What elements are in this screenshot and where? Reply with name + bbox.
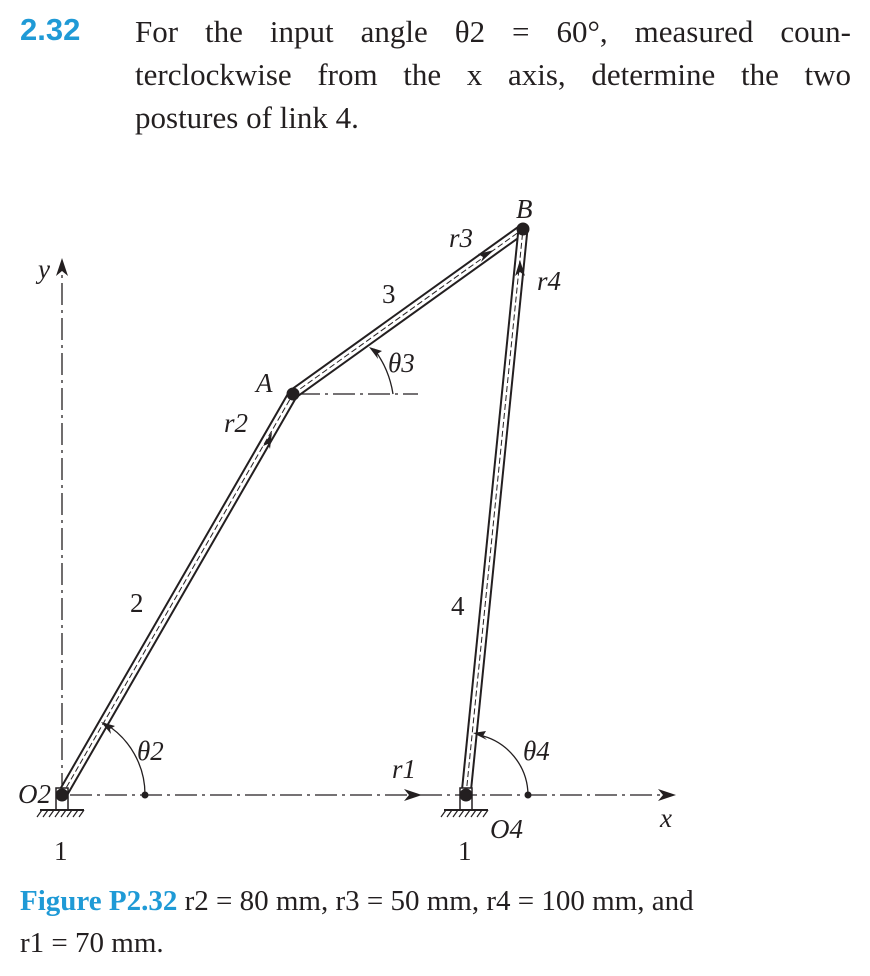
linkage-diagram (0, 180, 870, 870)
caption-text-line-1: r2 = 80 mm, r3 = 50 mm, r4 = 100 mm, and (184, 885, 694, 917)
caption-text-line-2: r1 = 70 mm. (20, 927, 164, 959)
joint-o2 (56, 789, 69, 802)
label-a: A (256, 368, 273, 398)
problem-line-1: For the input angle θ2 = 60°, measured coun- (135, 14, 851, 49)
joint-b (517, 223, 530, 236)
label-theta3: θ3 (388, 348, 415, 378)
label-r4: r4 (537, 266, 562, 296)
label-o2: O2 (18, 779, 51, 809)
label-b: B (516, 194, 533, 224)
four-bar-linkage-figure (0, 180, 870, 870)
label-y-axis: y (38, 254, 50, 284)
label-r1: r1 (392, 754, 417, 784)
label-theta4: θ4 (523, 736, 550, 766)
link-2 (62, 394, 293, 795)
joint-o4 (460, 789, 473, 802)
caption-label: Figure P2.32 (20, 885, 178, 917)
problem-number: 2.32 (20, 12, 81, 47)
label-r2: r2 (224, 408, 249, 438)
label-x-axis: x (660, 803, 672, 833)
label-ground-o4: 1 (458, 836, 472, 866)
figure-caption (20, 880, 780, 964)
theta4-arc (479, 735, 528, 795)
y-axis-arrow-icon (56, 258, 68, 276)
label-o4: O4 (490, 814, 523, 844)
label-link-2: 2 (130, 588, 144, 618)
link-4 (466, 229, 525, 795)
problem-line-3: postures of link 4. (135, 100, 359, 135)
label-ground-o2: 1 (54, 836, 68, 866)
problem-line-2: terclockwise from the x axis, determine the two (135, 57, 851, 92)
joint-a (287, 388, 300, 401)
label-link-3: 3 (382, 279, 396, 309)
label-link-4: 4 (451, 591, 465, 621)
problem-statement (135, 10, 851, 139)
x-axis-arrow-icon (658, 789, 676, 801)
label-r3: r3 (449, 223, 474, 253)
label-theta2: θ2 (137, 736, 164, 766)
